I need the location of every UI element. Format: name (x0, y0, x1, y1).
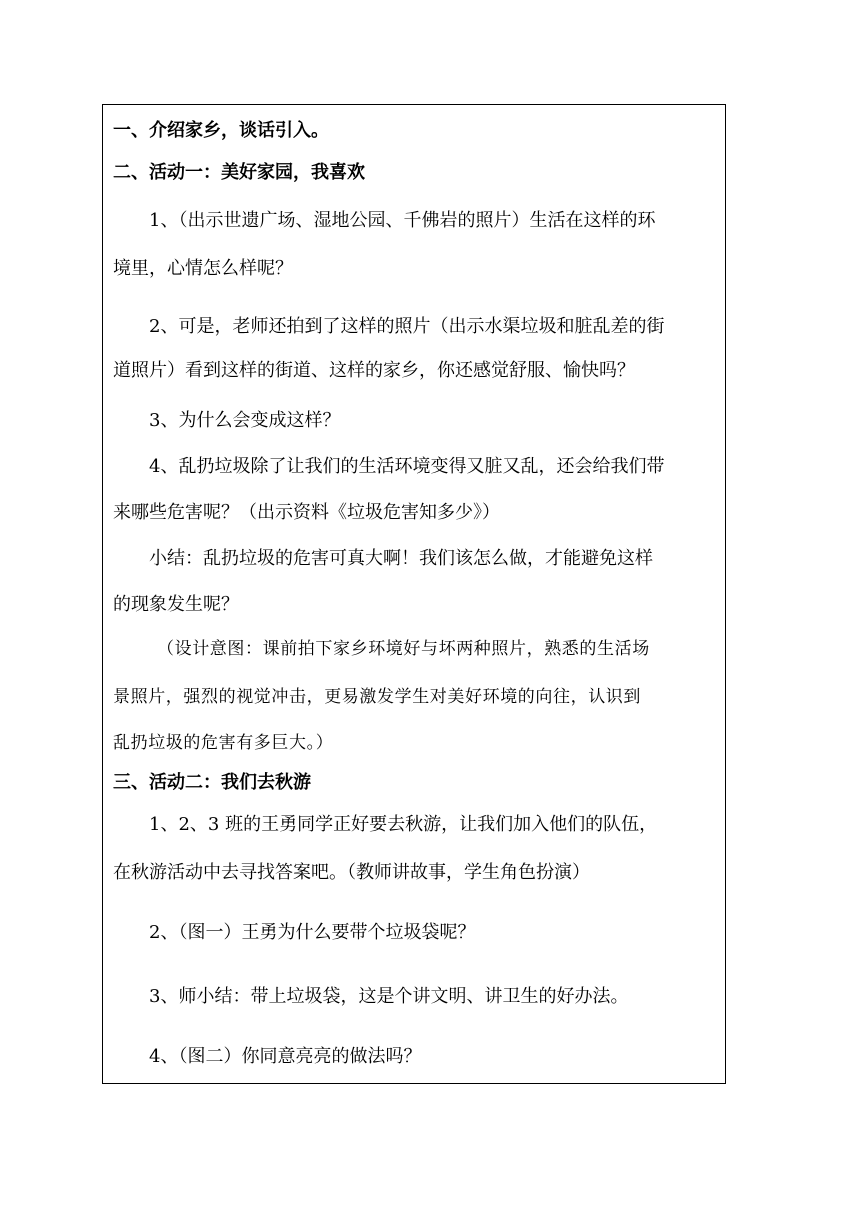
paragraph-line: 3、为什么会变成这样？ (149, 410, 341, 431)
lesson-plan-box (102, 104, 726, 1084)
paragraph-line: 在秋游活动中去寻找答案吧。（教师讲故事，学生角色扮演） (113, 862, 590, 883)
question-line: 4、（图二）你同意亮亮的做法吗？ (149, 1046, 422, 1067)
paragraph-line: 1、2、3 班的王勇同学正好要去秋游，让我们加入他们的队伍， (149, 814, 658, 835)
summary-line: 3、师小结：带上垃圾袋，这是个讲文明、讲卫生的好办法。 (149, 986, 629, 1007)
section-heading-intro: 一、介绍家乡，谈话引入。 (113, 120, 329, 141)
paragraph-line: 4、乱扔垃圾除了让我们的生活环境变得又脏又乱，还会给我们带 (149, 456, 665, 477)
question-line: 2、（图一）王勇为什么要带个垃圾袋呢？ (149, 922, 476, 943)
section-heading-activity-two: 三、活动二：我们去秋游 (113, 772, 311, 793)
paragraph-line: 来哪些危害呢？（出示资料《垃圾危害知多少》） (113, 502, 500, 523)
paragraph-line: 境里，心情怎么样呢？ (113, 258, 293, 279)
design-intent-line: 乱扔垃圾的危害有多巨大。） (113, 733, 334, 753)
paragraph-line: 2、可是，老师还拍到了这样的照片（出示水渠垃圾和脏乱差的街 (149, 316, 665, 337)
design-intent-line: （设计意图：课前拍下家乡环境好与坏两种照片，熟悉的生活场 (157, 639, 650, 659)
paragraph-line: 道照片）看到这样的街道、这样的家乡，你还感觉舒服、愉快吗？ (113, 360, 635, 381)
summary-line: 小结：乱扔垃圾的危害可真大啊！我们该怎么做，才能避免这样 (149, 548, 653, 569)
paragraph-line: 1、（出示世遗广场、湿地公园、千佛岩的照片）生活在这样的环 (149, 210, 656, 231)
section-heading-activity-one: 二、活动一：美好家园，我喜欢 (113, 162, 365, 183)
summary-line: 的现象发生呢？ (113, 594, 239, 615)
design-intent-line: 景照片，强烈的视觉冲击，更易激发学生对美好环境的向往，认识到 (113, 687, 641, 707)
